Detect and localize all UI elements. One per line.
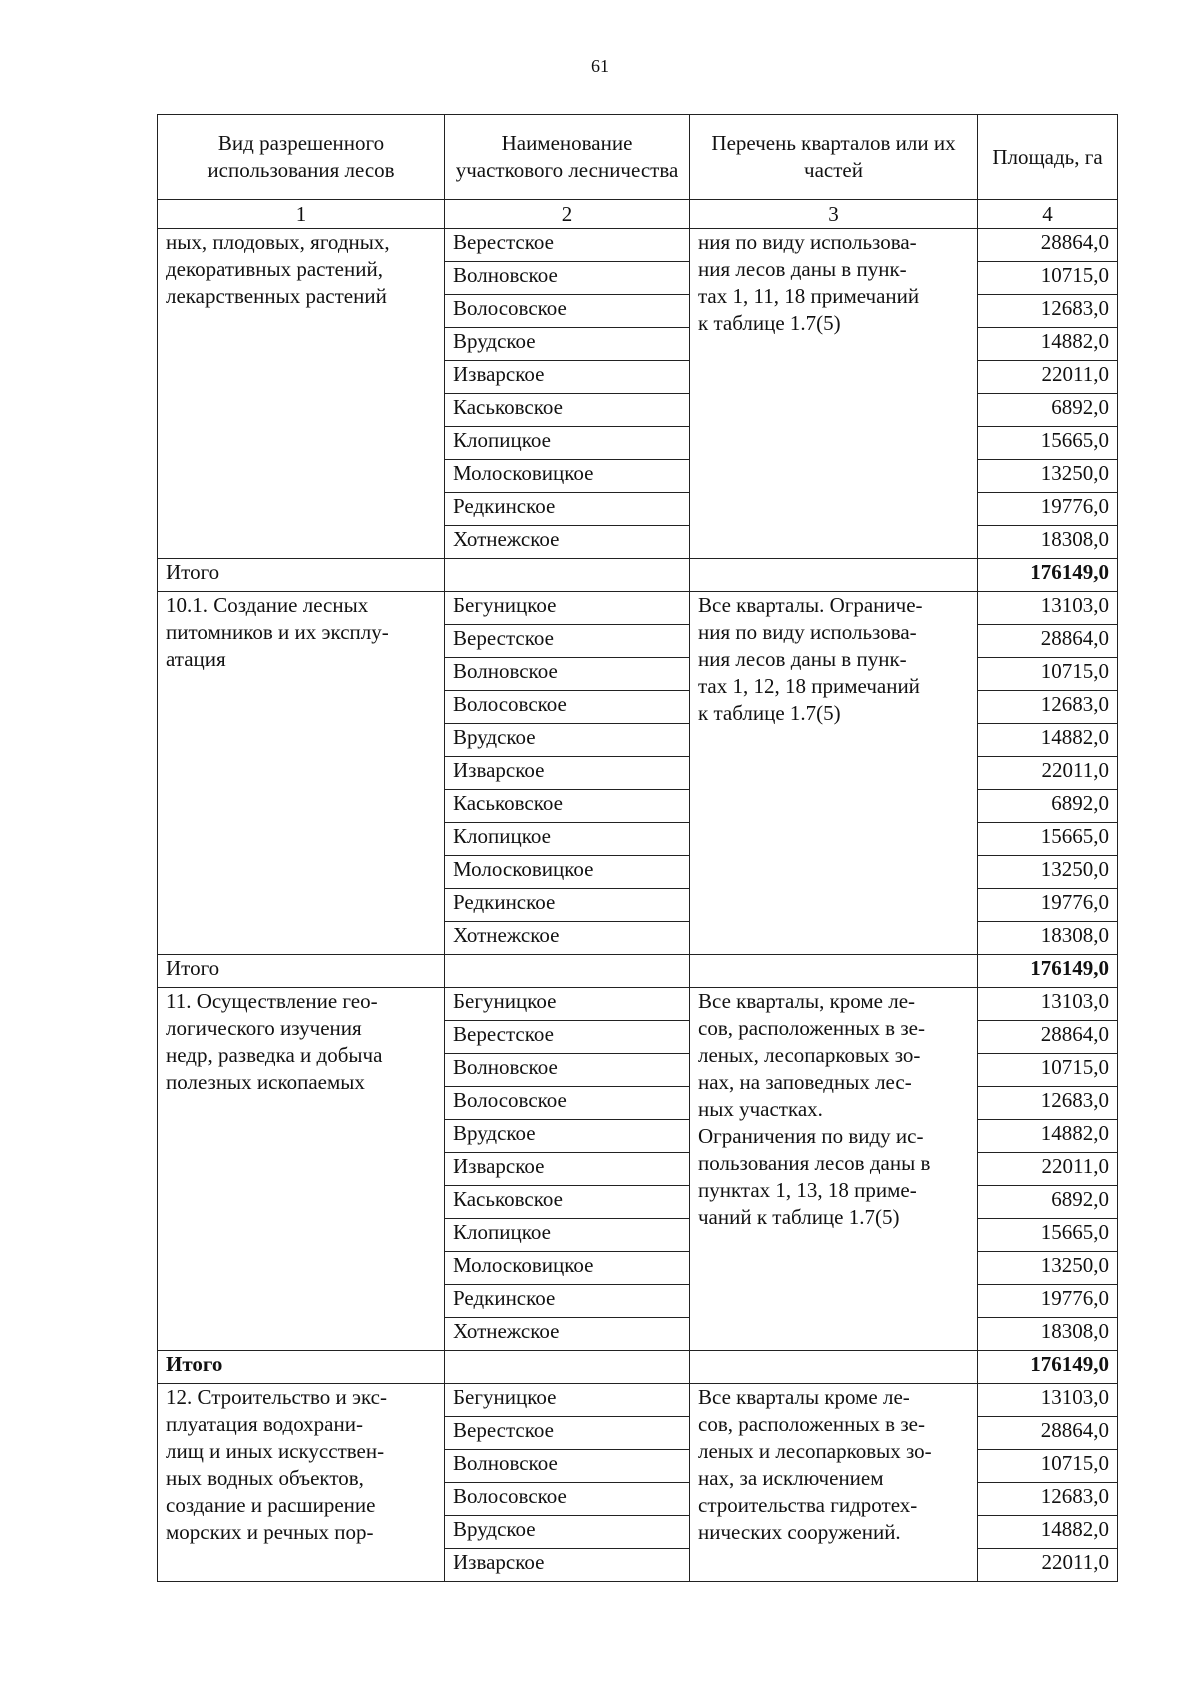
header-area: Площадь, га	[978, 115, 1118, 200]
area-cell: 14882,0	[978, 1120, 1118, 1153]
area-cell: 19776,0	[978, 493, 1118, 526]
district-cell: Молосковицкое	[445, 856, 690, 889]
area-cell: 10715,0	[978, 1450, 1118, 1483]
district-cell: Редкинское	[445, 889, 690, 922]
area-cell: 13103,0	[978, 592, 1118, 625]
district-cell: Молосковицкое	[445, 1252, 690, 1285]
area-cell: 18308,0	[978, 922, 1118, 955]
total-row	[158, 955, 1118, 988]
area-cell: 10715,0	[978, 658, 1118, 691]
total-label: Итого	[158, 1351, 445, 1384]
column-number-2: 2	[445, 200, 690, 229]
district-cell: Бегуницкое	[445, 592, 690, 625]
total-area: 176149,0	[978, 559, 1118, 592]
district-cell: Волосовское	[445, 1483, 690, 1516]
area-cell: 18308,0	[978, 526, 1118, 559]
area-cell: 10715,0	[978, 262, 1118, 295]
district-cell: Бегуницкое	[445, 988, 690, 1021]
district-cell: Врудское	[445, 1120, 690, 1153]
district-cell: Верестское	[445, 1021, 690, 1054]
district-cell: Каськовское	[445, 790, 690, 823]
area-cell: 18308,0	[978, 1318, 1118, 1351]
quarters-cell: Все кварталы. Ограниче- ния по виду использова- ния лесов даны в пунк- тах 1, 12, 18 примечаний к таблице 1.7(5)	[690, 592, 978, 955]
area-cell: 28864,0	[978, 229, 1118, 262]
table-row	[158, 592, 1118, 625]
area-cell: 28864,0	[978, 1021, 1118, 1054]
area-cell: 12683,0	[978, 691, 1118, 724]
district-cell: Клопицкое	[445, 823, 690, 856]
area-cell: 19776,0	[978, 889, 1118, 922]
use-type-cell: ных, плодовых, ягодных, декоративных растений, лекарственных растений	[158, 229, 445, 559]
area-cell: 12683,0	[978, 1483, 1118, 1516]
total-area: 176149,0	[978, 955, 1118, 988]
column-number-4: 4	[978, 200, 1118, 229]
area-cell: 19776,0	[978, 1285, 1118, 1318]
area-cell: 28864,0	[978, 625, 1118, 658]
forest-use-table	[157, 114, 1118, 1582]
district-cell: Хотнежское	[445, 922, 690, 955]
use-type-cell: 12. Строительство и экс- плуатация водохрани- лищ и иных искусствен- ных водных объектов, создание и расширение морских и речных пор-	[158, 1384, 445, 1582]
area-cell: 14882,0	[978, 724, 1118, 757]
area-cell: 10715,0	[978, 1054, 1118, 1087]
district-cell: Хотнежское	[445, 1318, 690, 1351]
total-label: Итого	[158, 955, 445, 988]
column-number-3: 3	[690, 200, 978, 229]
district-cell: Врудское	[445, 724, 690, 757]
district-cell: Каськовское	[445, 394, 690, 427]
district-cell: Волновское	[445, 1054, 690, 1087]
use-type-cell: 10.1. Создание лесных питомников и их эксплу- атация	[158, 592, 445, 955]
total-area: 176149,0	[978, 1351, 1118, 1384]
area-cell: 13250,0	[978, 1252, 1118, 1285]
header-use-type: Вид разрешенного использования лесов	[158, 115, 445, 200]
page-number: 61	[591, 56, 609, 76]
total-label: Итого	[158, 559, 445, 592]
table-row	[158, 1384, 1118, 1417]
area-cell: 15665,0	[978, 427, 1118, 460]
district-cell: Волосовское	[445, 1087, 690, 1120]
district-cell: Волосовское	[445, 295, 690, 328]
area-cell: 13250,0	[978, 856, 1118, 889]
district-cell: Изварское	[445, 1549, 690, 1582]
district-cell: Верестское	[445, 1417, 690, 1450]
area-cell: 14882,0	[978, 1516, 1118, 1549]
district-cell: Клопицкое	[445, 427, 690, 460]
area-cell: 13103,0	[978, 988, 1118, 1021]
total-district-empty	[445, 955, 690, 988]
district-cell: Волосовское	[445, 691, 690, 724]
use-type-cell: 11. Осуществление гео- логического изучения недр, разведка и добыча полезных ископаемых	[158, 988, 445, 1351]
area-cell: 22011,0	[978, 1549, 1118, 1582]
district-cell: Редкинское	[445, 493, 690, 526]
district-cell: Редкинское	[445, 1285, 690, 1318]
total-district-empty	[445, 559, 690, 592]
district-cell: Верестское	[445, 229, 690, 262]
quarters-cell: Все кварталы кроме ле- сов, расположенных в зе- леных и лесопарковых зо- нах, за исключением строительства гидротех- нических сооружений.	[690, 1384, 978, 1582]
total-district-empty	[445, 1351, 690, 1384]
district-cell: Врудское	[445, 328, 690, 361]
district-cell: Клопицкое	[445, 1219, 690, 1252]
area-cell: 6892,0	[978, 790, 1118, 823]
table-row	[158, 229, 1118, 262]
district-cell: Волновское	[445, 1450, 690, 1483]
area-cell: 14882,0	[978, 328, 1118, 361]
area-cell: 12683,0	[978, 295, 1118, 328]
area-cell: 28864,0	[978, 1417, 1118, 1450]
area-cell: 15665,0	[978, 823, 1118, 856]
district-cell: Молосковицкое	[445, 460, 690, 493]
district-cell: Волновское	[445, 262, 690, 295]
area-cell: 13250,0	[978, 460, 1118, 493]
district-cell: Изварское	[445, 361, 690, 394]
header-quarters: Перечень кварталов или их частей	[690, 115, 978, 200]
table-body	[158, 229, 1118, 1582]
district-cell: Каськовское	[445, 1186, 690, 1219]
area-cell: 22011,0	[978, 757, 1118, 790]
area-cell: 6892,0	[978, 394, 1118, 427]
quarters-cell: Все кварталы, кроме ле- сов, расположенных в зе- леных, лесопарковых зо- нах, на заповедных лес- ных участках. Ограничения по виду ис- пользования лесов даны в пунктах 1, 13, 18 приме- чаний к таблице 1.7(5)	[690, 988, 978, 1351]
district-cell: Хотнежское	[445, 526, 690, 559]
district-cell: Изварское	[445, 757, 690, 790]
district-cell: Волновское	[445, 658, 690, 691]
total-quarters-empty	[690, 1351, 978, 1384]
area-cell: 6892,0	[978, 1186, 1118, 1219]
district-cell: Изварское	[445, 1153, 690, 1186]
column-number-1: 1	[158, 200, 445, 229]
area-cell: 22011,0	[978, 361, 1118, 394]
table-header-row	[158, 115, 1118, 200]
area-cell: 13103,0	[978, 1384, 1118, 1417]
total-quarters-empty	[690, 559, 978, 592]
district-cell: Верестское	[445, 625, 690, 658]
area-cell: 15665,0	[978, 1219, 1118, 1252]
quarters-cell: ния по виду использова- ния лесов даны в пунк- тах 1, 11, 18 примечаний к таблице 1.7(5)	[690, 229, 978, 559]
table-row	[158, 988, 1118, 1021]
district-cell: Врудское	[445, 1516, 690, 1549]
total-quarters-empty	[690, 955, 978, 988]
area-cell: 12683,0	[978, 1087, 1118, 1120]
header-district: Наименование участкового лесничества	[445, 115, 690, 200]
table-column-numbers-row	[158, 200, 1118, 229]
total-row	[158, 559, 1118, 592]
district-cell: Бегуницкое	[445, 1384, 690, 1417]
total-row	[158, 1351, 1118, 1384]
area-cell: 22011,0	[978, 1153, 1118, 1186]
